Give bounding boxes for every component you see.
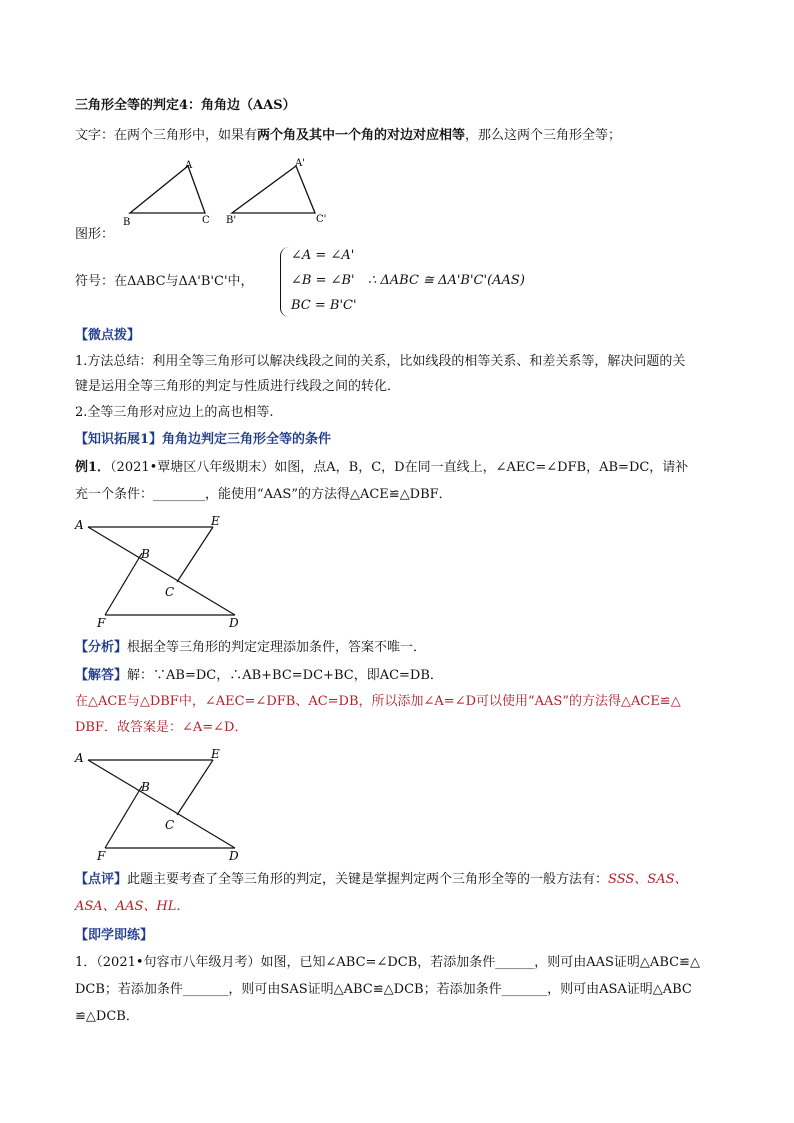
tips-heading: 【微点拨】: [75, 328, 141, 343]
practice-line1: 1．（2021•句容市八年级月考）如图，已知∠ABC=∠DCB，若添加条件______，则可由AAS证明△ABC≌△: [75, 955, 700, 970]
tips-item1-line2: 键是运用全等三角形的判定与性质进行线段之间的转化．: [75, 379, 401, 394]
fig2-label-a: A: [75, 751, 84, 765]
fig1-label-c: C: [165, 585, 175, 599]
example-line1: [75, 458, 688, 478]
fig2-label-f: F: [97, 849, 106, 863]
figure-label: 图形：: [75, 227, 115, 242]
tri2-label-a: A': [295, 158, 305, 169]
line2-ec: [177, 760, 213, 815]
extension-title: 角角边判定三角形全等的条件: [162, 432, 332, 447]
solution-text1: 解：∵AB=DC，∴AB+BC=DC+BC，即AC=DB．: [127, 668, 443, 683]
practice-heading: 【即学即练】: [75, 928, 154, 943]
line-ec: [177, 527, 213, 582]
comment-line2: ASA、AAS、HL．: [75, 899, 190, 914]
comment-line1: [75, 870, 688, 890]
example-figure-2: [75, 748, 245, 863]
line-fb: [105, 553, 142, 615]
tri1-label-c: C: [202, 215, 210, 226]
tri2-label-b: B': [226, 215, 237, 226]
conclusion: ∴ ΔABC ≅ ΔA'B'C'(AAS): [368, 273, 525, 288]
definition-text: [75, 126, 621, 146]
solution-line3: DBF．故答案是：∠A=∠D．: [75, 720, 248, 735]
practice-line3: ≌△DCB．: [75, 1009, 139, 1024]
practice-line2: DCB；若添加条件_______，则可由SAS证明△ABC≌△DCB；若添加条件_______，则可由ASA证明△ABC: [75, 982, 692, 997]
solution-line1: [75, 666, 443, 686]
comment-methods-1: SSS、SAS、: [608, 872, 688, 887]
triangle-figures: [120, 158, 340, 230]
section-title: 三角形全等的判定4：角角边（AAS）: [75, 98, 296, 113]
extension-tag: 【知识拓展1】: [75, 432, 163, 447]
line-ad: [88, 527, 235, 615]
tips-item2: 2.全等三角形对应边上的高也相等.: [75, 405, 274, 420]
example-figure-1: [75, 515, 245, 630]
condition-brace: [280, 247, 289, 317]
definition-prefix: 文字：在两个三角形中，如果有: [75, 128, 258, 143]
line2-fb: [105, 786, 142, 848]
definition-suffix: ，那么这两个三角形全等；: [465, 128, 622, 143]
fig1-label-d: D: [229, 616, 239, 630]
triangle-abc-prime: [232, 166, 315, 213]
fig1-label-a: A: [75, 518, 84, 532]
tri1-label-b: B: [123, 217, 131, 228]
symbol-label: 符号：在ΔABC与ΔA'B'C'中，: [75, 274, 254, 289]
fig1-label-e: E: [211, 514, 220, 528]
tri2-label-c: C': [316, 214, 327, 225]
analysis-text: 根据全等三角形的判定定理添加条件，答案不唯一．: [127, 640, 427, 655]
fig2-label-c: C: [165, 818, 175, 832]
comment-text: 此题主要考查了全等三角形的判定，关键是掌握判定两个三角形全等的一般方法有：: [127, 872, 609, 887]
solution-tag: 【解答】: [75, 668, 128, 683]
fig1-label-f: F: [97, 616, 106, 630]
example-label: 例1．: [75, 460, 111, 475]
condition-3: BC = B'C': [291, 298, 357, 313]
line2-ad: [88, 760, 235, 848]
condition-1: ∠A = ∠A': [291, 248, 355, 263]
fig2-label-b: B: [141, 780, 150, 794]
tips-item1-line1: 1.方法总结：利用全等三角形可以解决线段之间的关系，比如线段的相等关系、和差关系等，解决问题的关: [75, 354, 686, 369]
triangle-abc: [130, 166, 205, 213]
tri1-label-a: A: [185, 160, 193, 171]
condition-2: ∠B = ∠B': [291, 273, 355, 288]
definition-bold: 两个角及其中一个角的对边对应相等: [257, 128, 466, 143]
analysis-line: [75, 638, 426, 658]
fig2-label-e: E: [211, 747, 220, 761]
example-line2: 充一个条件：________，能使用“AAS”的方法得△ACE≌△DBF．: [75, 487, 452, 502]
extension-heading: [75, 430, 331, 450]
fig1-label-b: B: [141, 547, 150, 561]
fig2-label-d: D: [229, 849, 239, 863]
comment-tag: 【点评】: [75, 872, 128, 887]
solution-line2: 在△ACE与△DBF中，∠AEC=∠DFB、AC=DB，所以添加∠A=∠D可以使用“AAS”的方法得△ACE≌△: [75, 694, 681, 709]
example-text1: （2021•覃塘区八年级期末）如图，点A，B，C，D在同一直线上，∠AEC=∠DFB，AB=DC，请补: [110, 460, 689, 475]
analysis-tag: 【分析】: [75, 640, 128, 655]
